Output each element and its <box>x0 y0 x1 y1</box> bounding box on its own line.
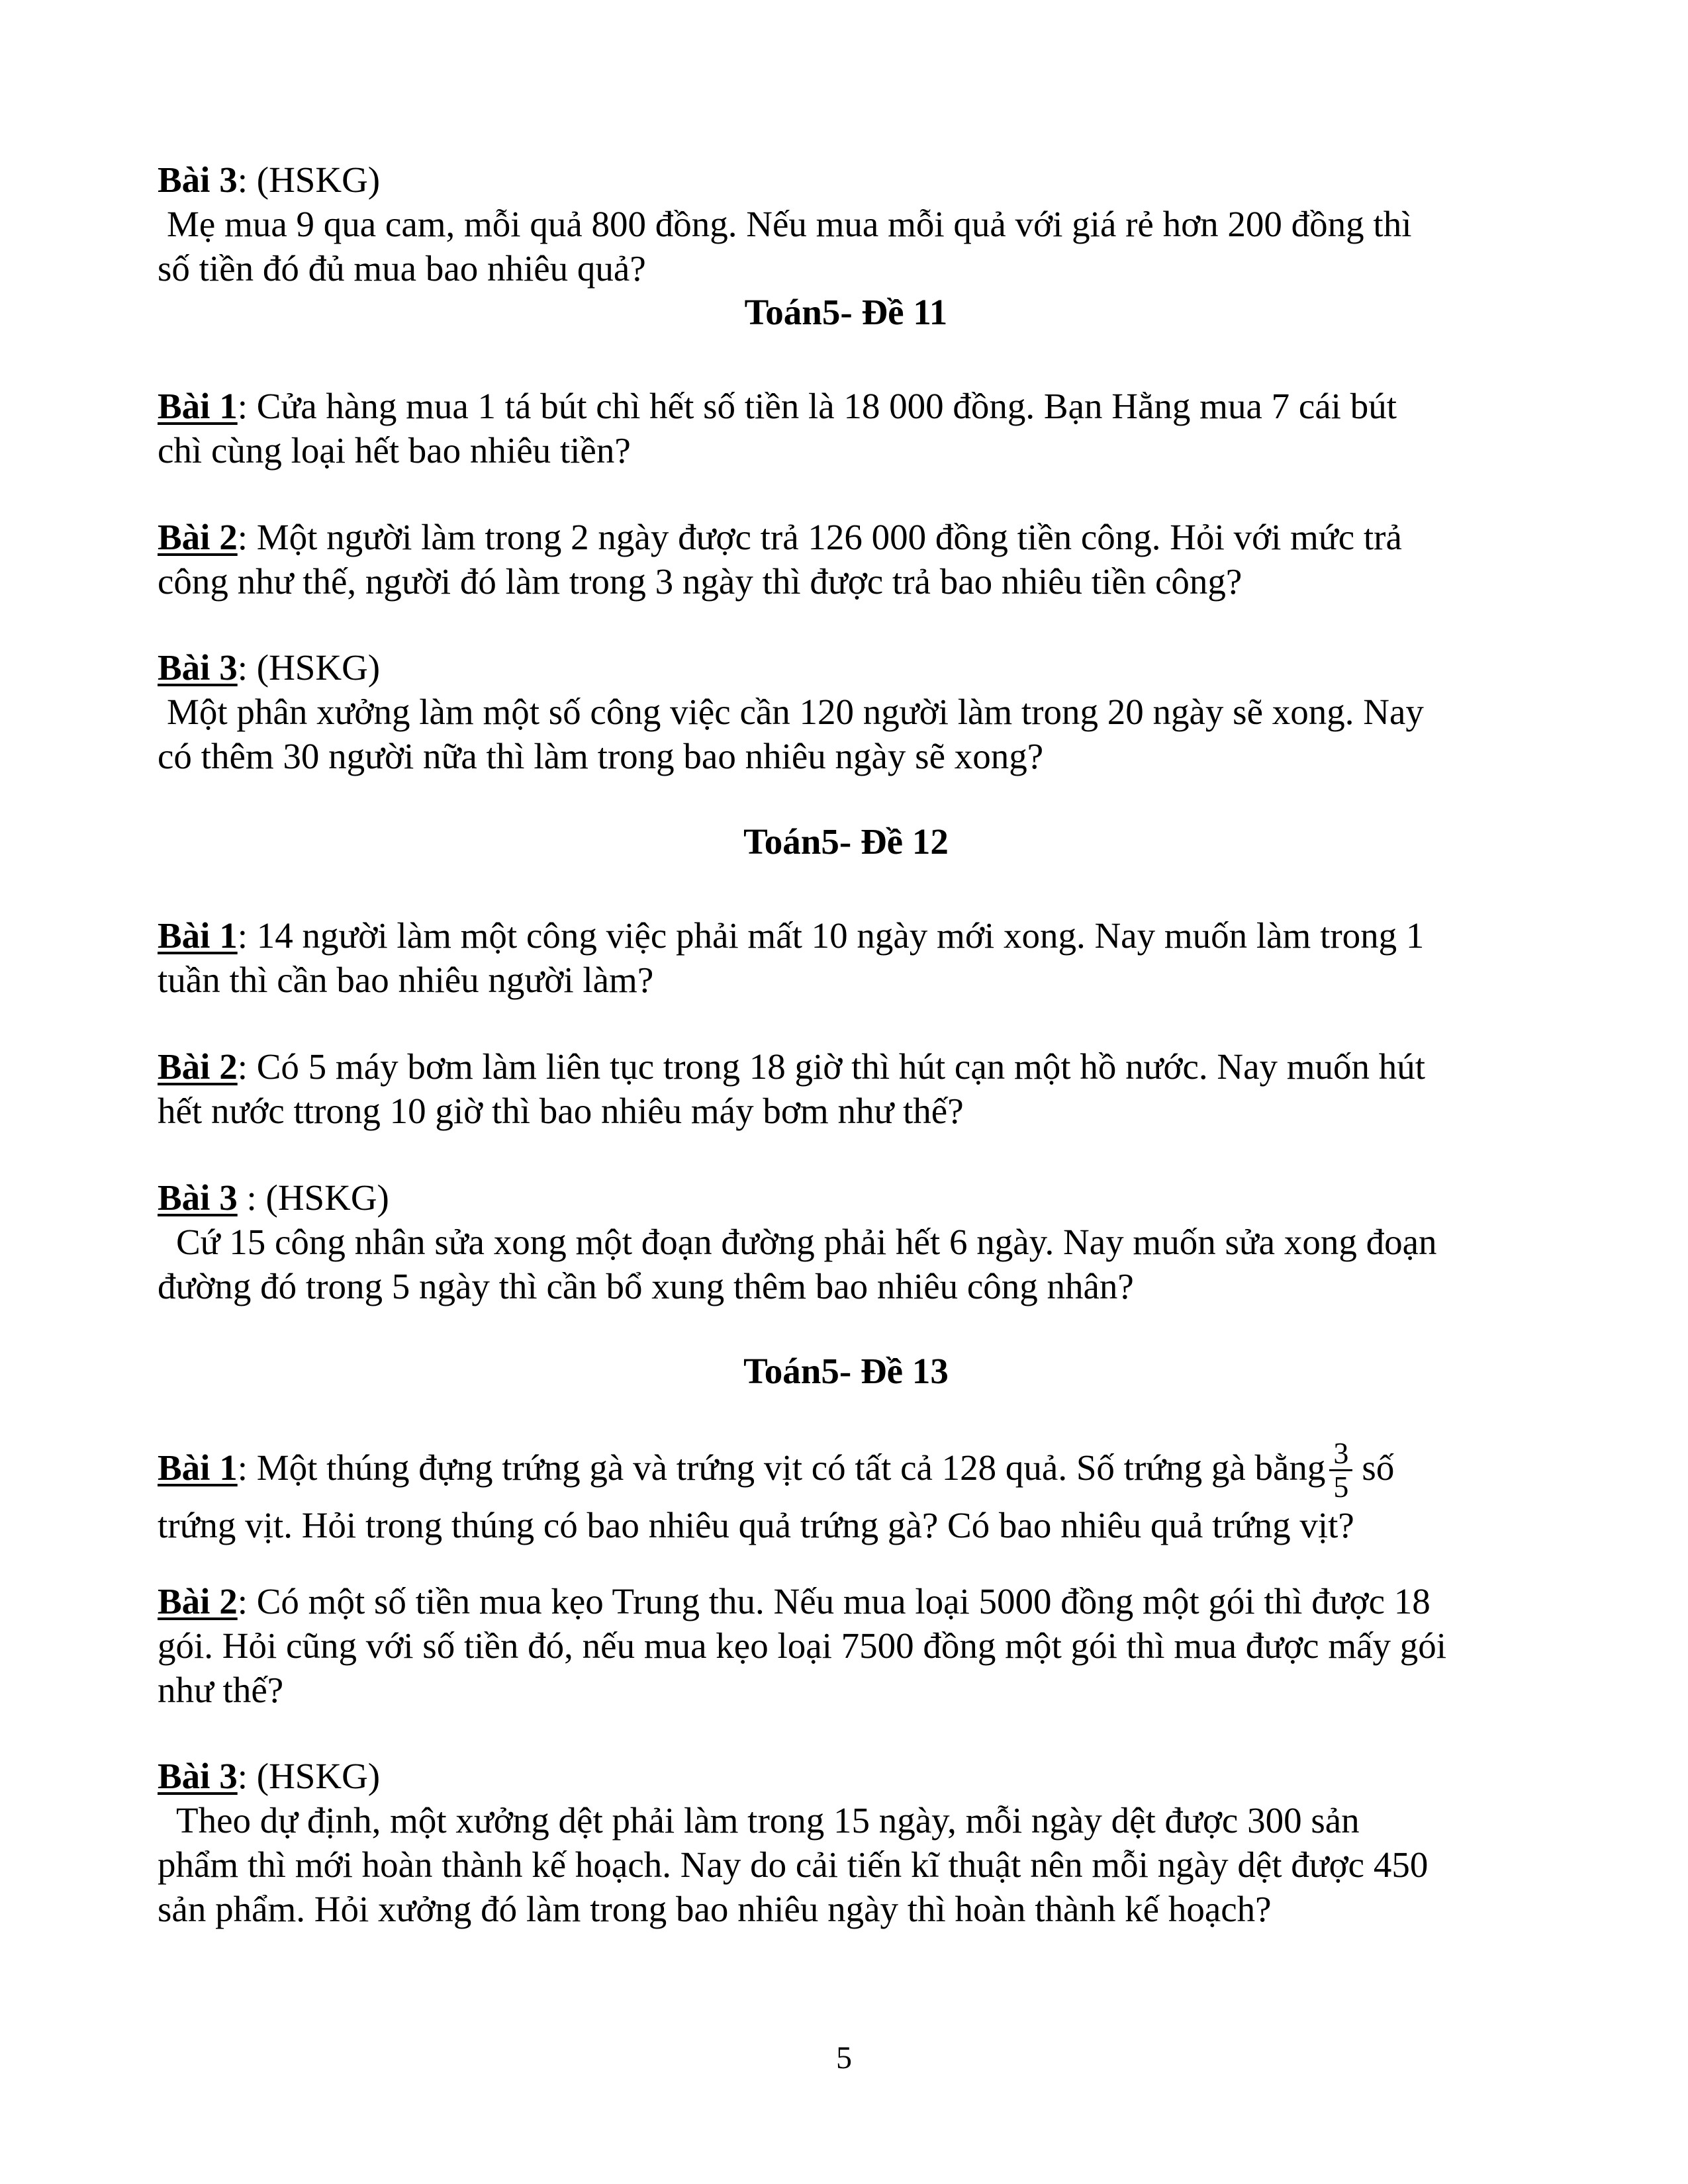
de13-bai3-line2: phẩm thì mới hoàn thành kế hoạch. Nay do cải tiến kĩ thuật nên mỗi ngày dệt được 450 <box>158 1844 1429 1885</box>
de12-bai1-line2: tuần thì cần bao nhiêu người làm? <box>158 960 654 1000</box>
fraction-denominator: 5 <box>1333 1469 1349 1504</box>
de13-bai2-line1: : Có một số tiền mua kẹo Trung thu. Nếu mua loại 5000 đồng một gói thì được 18 <box>237 1581 1430 1621</box>
de13-bai2-line3: như thế? <box>158 1670 284 1710</box>
de12-bai3-line2: đường đó trong 5 ngày thì cần bổ xung thêm bao nhiêu công nhân? <box>158 1266 1134 1306</box>
de13-bai1-line1: : Một thúng đựng trứng gà và trứng vịt có tất cả 128 quả. Số trứng gà bằng <box>237 1447 1326 1488</box>
de12-bai2-label: Bài 2 <box>158 1046 238 1087</box>
de13-bai3 <box>158 1754 1428 1931</box>
de11-bai3-label: Bài 3 <box>158 647 238 688</box>
prev-bai3-label: Bài 3 <box>158 159 238 200</box>
de12-bai3-label: Bài 3 <box>158 1177 238 1218</box>
de11-bai1-line1: : Cửa hàng mua 1 tá bút chì hết số tiền là 18 000 đồng. Bạn Hằng mua 7 cái bút <box>237 386 1397 426</box>
de12-bai2-line2: hết nước ttrong 10 giờ thì bao nhiêu máy bơm như thế? <box>158 1091 964 1131</box>
de13-bai1-line2: trứng vịt. Hỏi trong thúng có bao nhiêu quả trứng gà? Có bao nhiêu quả trứng vịt? <box>158 1504 1354 1545</box>
de12-title: Toán5- Đề 12 <box>743 821 949 862</box>
de13-bai2-line2: gói. Hỏi cũng với số tiền đó, nếu mua kẹo loại 7500 đồng một gói thì mua được mấy gói <box>158 1625 1447 1666</box>
fraction-numerator: 3 <box>1329 1437 1352 1471</box>
de13-bai3-line1: Theo dự định, một xưởng dệt phải làm trong 15 ngày, mỗi ngày dệt được 300 sản <box>176 1800 1360 1841</box>
de11-bai3-line1: Một phân xưởng làm một số công việc cần 120 người làm trong 20 ngày sẽ xong. Nay <box>167 692 1424 732</box>
de13-bai3-line3: sản phẩm. Hỏi xưởng đó làm trong bao nhiêu ngày thì hoàn thành kế hoạch? <box>158 1889 1272 1929</box>
de12-bai1-label: Bài 1 <box>158 915 238 956</box>
de11-bai3 <box>158 645 1424 778</box>
de11-bai2 <box>158 515 1402 604</box>
page-number: 5 <box>836 2040 852 2075</box>
de11-bai2-label: Bài 2 <box>158 517 238 557</box>
de11-bai3-tag: : (HSKG) <box>237 647 381 688</box>
de11-bai3-line2: có thêm 30 người nữa thì làm trong bao nhiêu ngày sẽ xong? <box>158 736 1044 776</box>
prev-bai3-line2: số tiền đó đủ mua bao nhiêu quả? <box>158 248 646 289</box>
fraction-three-fifths <box>1329 1437 1352 1503</box>
de12-bai1-line1: : 14 người làm một công việc phải mất 10 ngày mới xong. Nay muốn làm trong 1 <box>237 915 1425 956</box>
de12-bai3-tag: : (HSKG) <box>237 1177 389 1218</box>
de13-bai3-label: Bài 3 <box>158 1756 238 1796</box>
de12-bai3 <box>158 1175 1436 1308</box>
prev-bai3-line1: Mẹ mua 9 qua cam, mỗi quả 800 đồng. Nếu mua mỗi quả với giá rẻ hơn 200 đồng thì <box>167 204 1412 244</box>
de13-bai2-label: Bài 2 <box>158 1581 238 1621</box>
de11-bai1 <box>158 384 1397 473</box>
de13-bai1 <box>158 1435 1394 1547</box>
de12-bai2-line1: : Có 5 máy bơm làm liên tục trong 18 giờ thì hút cạn một hồ nước. Nay muốn hút <box>237 1046 1426 1087</box>
de11-bai2-line2: công như thế, người đó làm trong 3 ngày thì được trả bao nhiêu tiền công? <box>158 561 1243 602</box>
de11-bai1-line2: chì cùng loại hết bao nhiêu tiền? <box>158 430 631 471</box>
de12-bai1 <box>158 913 1424 1002</box>
de12-bai2 <box>158 1044 1425 1133</box>
de13-bai1-line1-end: số <box>1362 1447 1395 1488</box>
de12-bai3-line1: Cứ 15 công nhân sửa xong một đoạn đường phải hết 6 ngày. Nay muốn sửa xong đoạn <box>176 1222 1437 1262</box>
de11-title: Toán5- Đề 11 <box>744 292 948 332</box>
de13-bai3-tag: : (HSKG) <box>237 1756 381 1796</box>
prev-bai3 <box>158 158 1411 291</box>
prev-bai3-tag: : (HSKG) <box>237 159 381 200</box>
de13-bai2 <box>158 1579 1446 1712</box>
de11-bai1-label: Bài 1 <box>158 386 238 426</box>
de13-title: Toán5- Đề 13 <box>743 1351 949 1391</box>
de11-bai2-line1: : Một người làm trong 2 ngày được trả 126 000 đồng tiền công. Hỏi với mức trả <box>237 517 1402 557</box>
de13-bai1-label: Bài 1 <box>158 1447 238 1488</box>
